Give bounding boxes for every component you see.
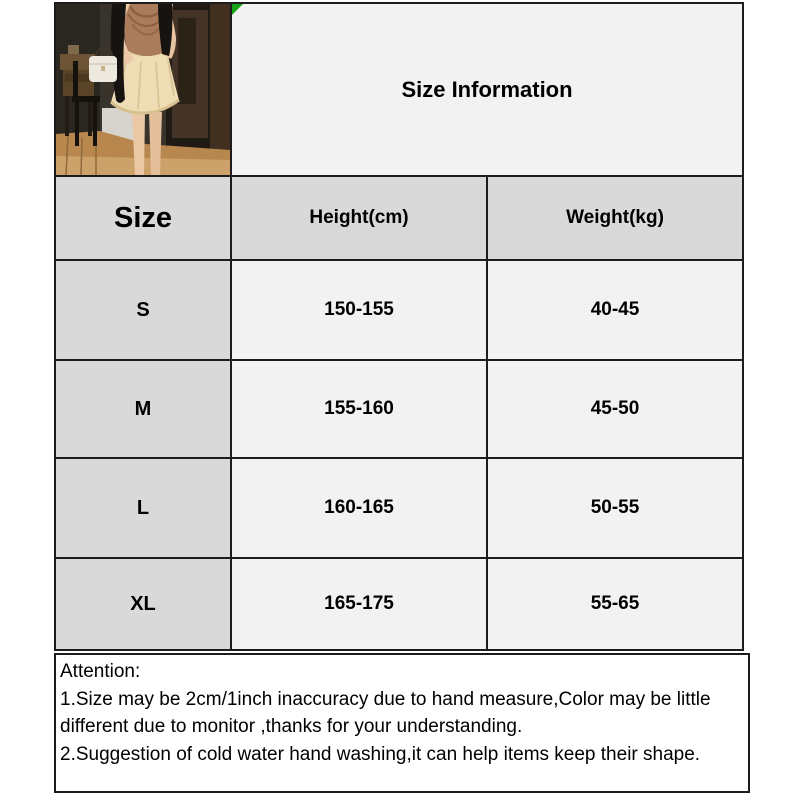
- size-table: [54, 2, 744, 651]
- size-cell-l: L: [56, 459, 230, 557]
- weight-cell-s: 40-45: [488, 261, 742, 359]
- weight-cell-m: 45-50: [488, 361, 742, 457]
- green-corner-marker-icon: [232, 4, 243, 15]
- weight-cell-xl: 55-65: [488, 559, 742, 649]
- height-cell-xl: 165-175: [232, 559, 486, 649]
- attention-note-2: 2.Suggestion of cold water hand washing,it can help items keep their shape.: [60, 743, 701, 765]
- weight-cell-l: 50-55: [488, 459, 742, 557]
- height-cell-m: 155-160: [232, 361, 486, 457]
- height-cell-s: 150-155: [232, 261, 486, 359]
- attention-box: [54, 653, 750, 793]
- column-header-height: Height(cm): [232, 177, 486, 259]
- column-header-size: Size: [56, 177, 230, 259]
- size-information-header: [232, 4, 742, 175]
- page-title: Size Information: [401, 76, 573, 102]
- column-header-weight: Weight(kg): [488, 177, 742, 259]
- height-cell-l: 160-165: [232, 459, 486, 557]
- size-cell-s: S: [56, 261, 230, 359]
- product-model-photo: [56, 4, 230, 175]
- size-cell-xl: XL: [56, 559, 230, 649]
- size-cell-m: M: [56, 361, 230, 457]
- attention-label: Attention:: [60, 661, 141, 682]
- model-photo-illustration: [56, 4, 230, 175]
- attention-note-1: 1.Size may be 2cm/1inch inaccuracy due to hand measure,Color may be little different due to monitor ,thanks for your understanding.: [60, 688, 711, 737]
